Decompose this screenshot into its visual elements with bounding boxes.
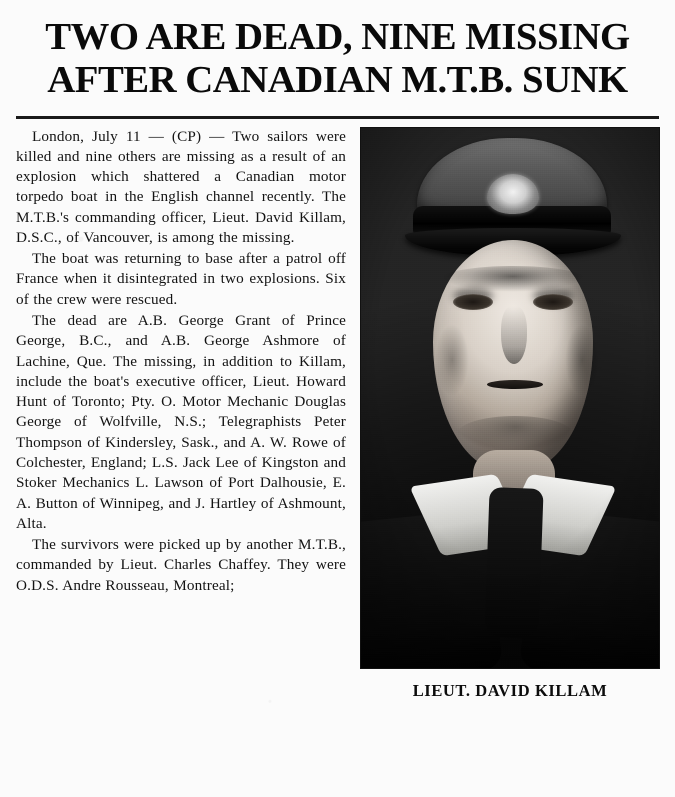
article-text-column: [16, 127, 346, 596]
portrait-photo: [360, 127, 660, 669]
article-paragraph: The boat was returning to base after a patrol off France when it disintegrated in two explosions. Six of the crew were rescued.: [16, 250, 346, 308]
article-paragraph: The dead are A.B. George Grant of Prince George, B.C., and A.B. George Ashmore of Lachine, Que. The missing, in addition to Killam, include the boat's executive officer, Lieut. Howard Hunt of Toronto; Pty. O. Motor Mechanic Douglas George of Wolfville, N.S.; Telegraphists Peter Thompson of Kindersley, Sask., and A. W. Rowe of Colchester, England; L.S. Jack Lee of Kingston and Stoker Mechanics L. Lawson of Port Dalhousie, E. A. Button of Winnipeg, and J. Hartley of Ashmount, Alta.: [16, 312, 346, 532]
headline-line-1: TWO ARE DEAD, NINE MISSING: [45, 16, 630, 58]
article-body: [16, 127, 659, 767]
photo-column: [360, 127, 660, 701]
headline-line-2: AFTER CANADIAN M.T.B. SUNK: [47, 58, 628, 101]
photo-caption: LIEUT. DAVID KILLAM: [412, 680, 608, 700]
photo-vignette: [361, 128, 659, 668]
headline-divider: [16, 116, 659, 119]
page-title: [16, 14, 659, 106]
article-paragraph: London, July 11 — (CP) — Two sailors were killed and nine others are missing as a result of an explosion which shattered a Canadian motor torpedo boat in the English channel recently. The M.T.B.'s commanding officer, Lieut. David Killam, D.S.C., of Vancouver, is among the missing.: [16, 127, 346, 246]
article-paragraph: The survivors were picked up by another M.T.B., commanded by Lieut. Charles Chaffey. They were O.D.S. Andre Rousseau, Montreal;: [16, 536, 346, 594]
